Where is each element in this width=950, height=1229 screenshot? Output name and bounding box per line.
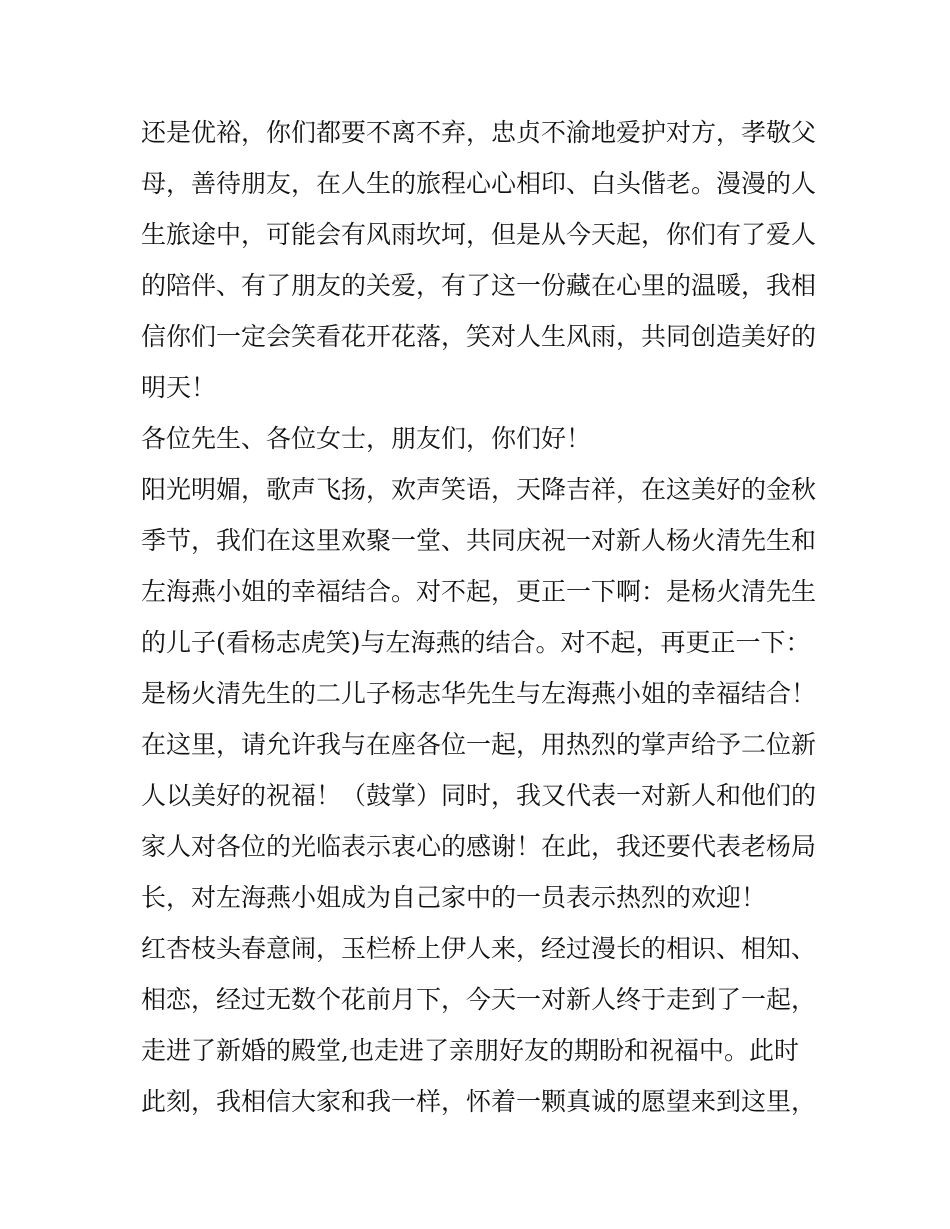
text-line: 家人对各位的光临表示衷心的感谢！在此，我还要代表老杨局 [141,832,817,861]
text-line: 阳光明媚，歌声飞扬，欢声笑语，天降吉祥，在这美好的金秋 [141,475,817,504]
text-line: 人以美好的祝福！（鼓掌）同时，我又代表一对新人和他们的 [141,781,817,810]
text-line: 还是优裕，你们都要不离不弃，忠贞不渝地爱护对方，孝敬父 [141,118,817,147]
text-line: 季节，我们在这里欢聚一堂、共同庆祝一对新人杨火清先生和 [141,526,817,555]
text-line: 明天！ [141,373,217,402]
text-line: 是杨火清先生的二儿子杨志华先生与左海燕小姐的幸福结合！ [141,679,817,708]
text-line: 在这里，请允许我与在座各位一起，用热烈的掌声给予二位新 [141,730,817,759]
text-line: 信你们一定会笑看花开花落，笑对人生风雨，共同创造美好的 [141,322,817,351]
text-line: 左海燕小姐的幸福结合。对不起，更正一下啊：是杨火清先生 [141,577,817,606]
text-line: 生旅途中，可能会有风雨坎坷，但是从今天起，你们有了爱人 [141,220,817,249]
text-line: 的儿子(看杨志虎笑)与左海燕的结合。对不起，再更正一下： [141,628,811,657]
text-line: 各位先生、各位女士，朋友们，你们好！ [141,424,592,453]
text-line: 相恋，经过无数个花前月下，今天一对新人终于走到了一起， [141,985,817,1014]
text-line: 红杏枝头春意闹，玉栏桥上伊人来，经过漫长的相识、相知、 [141,934,817,963]
text-line: 母，善待朋友，在人生的旅程心心相印、白头偕老。漫漫的人 [141,169,817,198]
text-line: 走进了新婚的殿堂,也走进了亲朋好友的期盼和祝福中。此时 [141,1036,799,1065]
text-line: 的陪伴、有了朋友的关爱，有了这一份藏在心里的温暖，我相 [141,271,817,300]
text-line: 此刻，我相信大家和我一样，怀着一颗真诚的愿望来到这里， [141,1087,817,1116]
body-text [141,107,821,1127]
text-line: 长，对左海燕小姐成为自己家中的一员表示热烈的欢迎！ [141,883,767,912]
